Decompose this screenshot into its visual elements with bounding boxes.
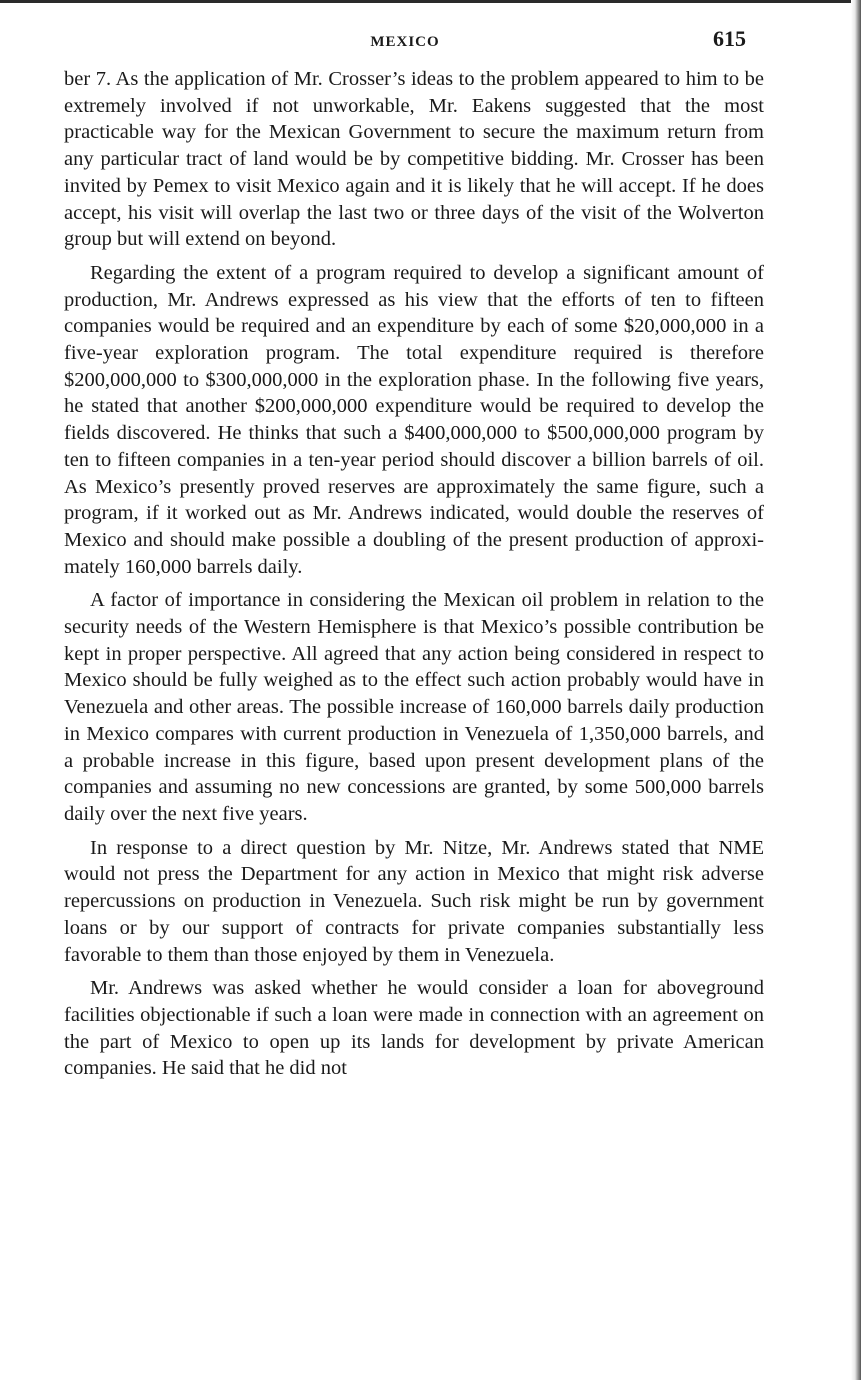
paragraph: Mr. Andrews was asked whether he would consider a loan for aboveground facilities objectionable if such a loan were made in connection with an agreement on the part of Mexico to open up its lands for development by private American companies. He said that he did not [64, 977, 764, 1080]
body-text [64, 66, 764, 1089]
page-top-rule [0, 0, 861, 3]
page-number: 615 [713, 26, 746, 51]
paragraph: A factor of importance in considering the Mexican oil problem in relation to the security needs of the Western Hemisphere is that Mexico’s possible contribution be kept in proper perspective. All agreed that any action being considered in respect to Mexico should be fully weighed as to the effect such action probably would have in Venezuela and other areas. The possible increase of 160,000 barrels daily production in Mexico compares with current production in Venezuela of 1,350,000 barrels, and a probable increase in this figure, based upon present development plans of the companies and assuming no new concessions are granted, by some 500,000 barrels daily over the next five years. [64, 589, 764, 825]
page-header [64, 26, 746, 56]
running-head: MEXICO [370, 34, 440, 50]
paragraph: Regarding the extent of a program required to develop a significant amount of production, Mr. Andrews expressed as his view that the efforts of ten to fifteen companies would be required and an expenditure by each of some $20,000,000 in a five-year exploration program. The total expenditure required is therefore $200,000,000 to $300,000,000 in the exploration phase. In the following five years, he stated that another $200,000,000 expenditure would be required to develop the fields discovered. He thinks that such a $400,000,000 to $500,000,000 program by ten to fifteen companies in a ten-year period should discover a billion barrels of oil. As Mexico’s presently proved reserves are approximately the same figure, such a program, if it worked out as Mr. Andrews indicated, would double the reserves of Mexico and should make possible a doubling of the present production of approximately 160,000 barrels daily. [64, 261, 764, 578]
paragraph: In response to a direct question by Mr. Nitze, Mr. Andrews stated that NME would not press the Department for any action in Mexico that might risk adverse repercussions on production in Venezuela. Such risk might be run by government loans or by our support of contracts for private companies substantially less favorable to them than those enjoyed by them in Venezuela. [64, 836, 764, 966]
page-binding-edge [851, 0, 861, 1380]
paragraph-continued: ber 7. As the application of Mr. Crosser’s ideas to the problem appeared to him to be extremely involved if not unworkable, Mr. Eakens suggested that the most practicable way for the Mexican Government to secure the maximum return from any particular tract of land would be by competitive bidding. Mr. Crosser has been invited by Pemex to visit Mexico again and it is likely that he will accept. If he does accept, his visit will overlap the last two or three days of the visit of the Wolverton group but will extend on beyond. [64, 68, 764, 251]
